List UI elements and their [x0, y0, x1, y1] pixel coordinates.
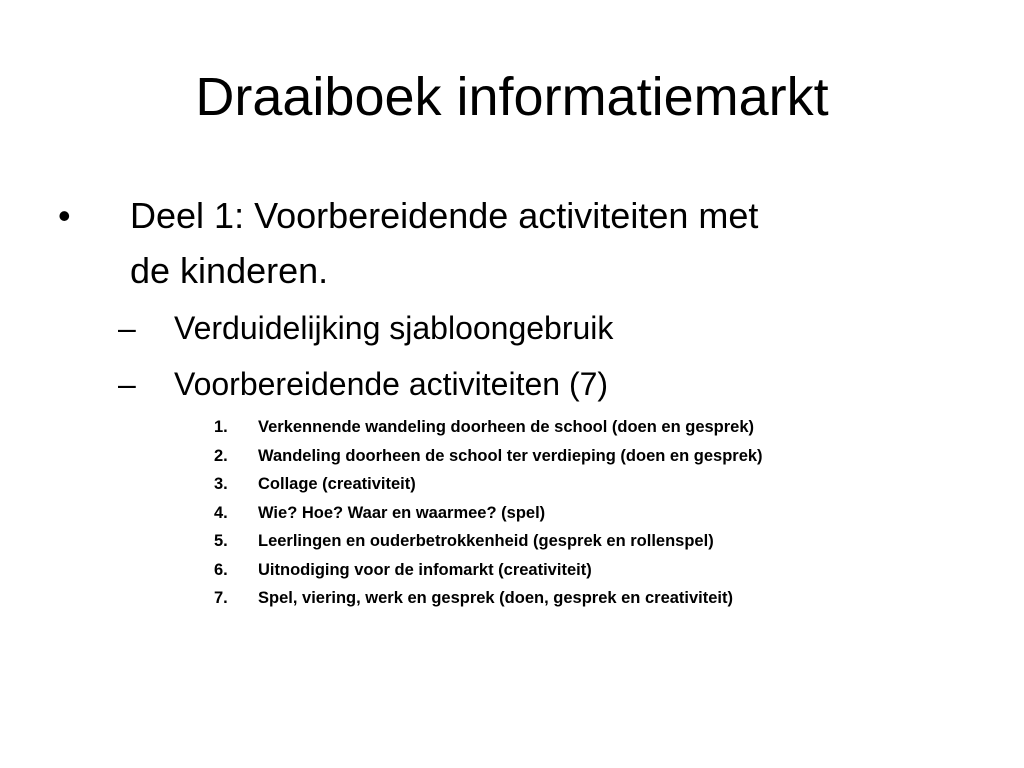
list-item-text: Collage (creativiteit) — [258, 475, 416, 493]
list-item-text: Spel, viering, werk en gesprek (doen, gesprek en creativiteit) — [258, 589, 734, 607]
main-bullet-line-1: Deel 1: Voorbereidende activiteiten met — [130, 195, 759, 236]
list-item-number: 1. — [214, 418, 228, 436]
bullet-marker: • — [58, 195, 71, 236]
slide-title: Draaiboek informatiemarkt — [195, 67, 829, 127]
list-item — [214, 442, 994, 471]
list-item-number: 6. — [214, 560, 228, 579]
sub-bullet-text: Verduidelijking sjabloongebruik — [174, 310, 614, 346]
list-item-text: Verkennende wandeling doorheen de school (doen en gesprek) — [258, 418, 755, 436]
list-item-text: Uitnodiging voor de infomarkt (creativiteit) — [258, 560, 592, 579]
list-item-text: Leerlingen en ouderbetrokkenheid (gesprek en rollenspel) — [258, 532, 714, 550]
list-item — [214, 527, 994, 556]
activities-list — [214, 413, 994, 613]
list-item-number: 4. — [214, 503, 228, 522]
list-item-number: 7. — [214, 589, 228, 607]
main-bullet-line-2: de kinderen. — [130, 250, 329, 291]
dash-marker: – — [118, 310, 136, 346]
list-item — [214, 499, 994, 528]
list-item — [214, 556, 994, 585]
dash-marker: – — [118, 366, 136, 402]
main-bullet-text — [130, 188, 940, 298]
sub-bullet-text: Voorbereidende activiteiten (7) — [174, 366, 609, 402]
list-item-number: 5. — [214, 532, 228, 550]
list-item-text: Wie? Hoe? Waar en waarmee? (spel) — [258, 503, 546, 522]
list-item — [214, 413, 994, 442]
list-item — [214, 584, 994, 613]
list-item-number: 2. — [214, 446, 228, 465]
list-item-text: Wandeling doorheen de school ter verdieping (doen en gesprek) — [258, 446, 763, 465]
list-item-number: 3. — [214, 475, 228, 493]
list-item — [214, 470, 994, 499]
